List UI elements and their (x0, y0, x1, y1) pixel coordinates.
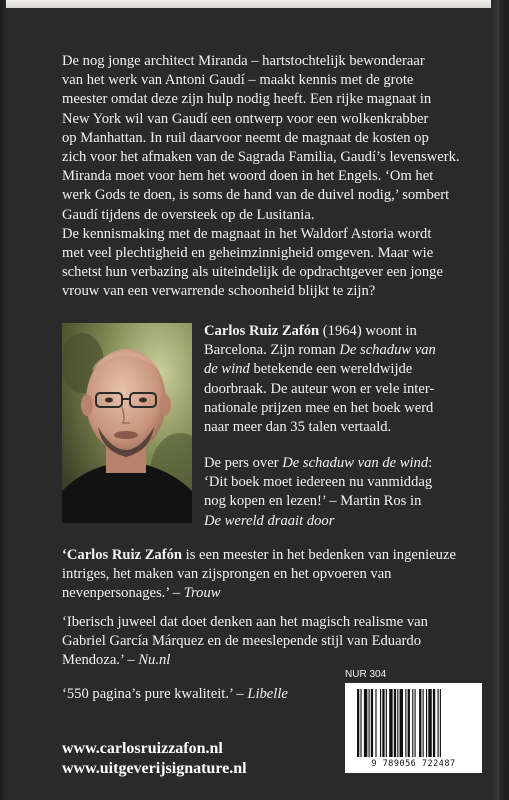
barcode-bar (364, 689, 367, 757)
press-intro: De pers over (204, 455, 283, 471)
barcode-bar (415, 689, 416, 757)
quote-text: intriges, het maken van zijsprongen en het opvoeren van (62, 566, 392, 583)
barcode-bar (408, 689, 410, 757)
blurb-line: met veel plechtigheid en geheimzinnigheid omgeven. Maar wie (62, 245, 434, 262)
spine-shadow (0, 0, 6, 800)
barcode-bar (369, 689, 370, 757)
barcode-bar (389, 689, 392, 757)
blurb-line: meester omdat deze zijn hulp nodig heeft. Een rijke magnaat in (62, 91, 432, 108)
blurb-line: Gaudí tijdens de oversteek op de Lusitania. (62, 206, 315, 223)
blurb-line: De kennismaking met de magnaat in het Waldorf Astoria wordt (62, 225, 432, 242)
bio-text: Barcelona. Zijn roman (204, 342, 340, 359)
blurb-line: van het werk van Antoni Gaudí – maakt kennis met de grote (62, 72, 414, 89)
barcode-bar (433, 689, 435, 757)
publisher-website-link[interactable]: www.uitgeverijsignature.nl (62, 760, 247, 777)
bio-text: doorbraak. De auteur won er vele inter- (204, 380, 435, 397)
barcode-bar (405, 689, 406, 757)
quote-text: nevenpersonages.’ – (62, 585, 184, 602)
isbn-barcode (345, 683, 482, 773)
barcode-bar (394, 689, 396, 757)
blurb-line: werk Gods te doen, is soms de hand van de duivel nodig,’ sombert (62, 187, 450, 204)
review-quote-nunl (62, 613, 482, 671)
barcode-bar (419, 689, 421, 757)
novel-title: De schaduw van (339, 342, 436, 359)
page-edge (0, 0, 509, 8)
blurb-line: op Manhattan. In ruil daarvoor neemt de magnaat de kosten op (62, 129, 429, 146)
barcode-bar (423, 689, 424, 757)
bio-text: naar meer dan 35 talen vertaald. (204, 419, 392, 436)
novel-title: de wind (204, 361, 250, 378)
blurb-text (62, 52, 482, 302)
review-quote-libelle (62, 685, 322, 704)
barcode-bar (426, 689, 427, 757)
isbn-digits: 9 789056 722487 (371, 759, 456, 769)
quote-text: Mendoza.’ – (62, 652, 139, 669)
nur-code: NUR 304 (345, 669, 387, 680)
quote-source: Trouw (183, 585, 221, 602)
bio-text: (1964) woont in (319, 323, 417, 339)
author-website-link[interactable]: www.carlosruizzafon.nl (62, 740, 223, 757)
barcode-bar (438, 689, 439, 757)
barcode-bar (360, 689, 361, 757)
barcode-bar (400, 689, 403, 757)
press-quote-text: ‘Dit boek moet iedereen nu vanmiddag (204, 474, 433, 491)
blurb-line: Miranda moet voor hem het woord doen in het Engels. ‘Om het (62, 168, 434, 185)
barcode-bar (380, 689, 381, 757)
quote-author: ‘Carlos Ruiz Zafón (62, 547, 182, 563)
barcode-bar (371, 689, 373, 757)
barcode-bar (386, 689, 387, 757)
barcode-bar (412, 689, 413, 757)
author-bio (204, 322, 482, 437)
quote-text: is een meester in het bedenken van ingenieuze (182, 547, 456, 563)
quote-text: ‘Iberisch juweel dat doet denken aan het magisch realisme van (62, 614, 428, 630)
quote-text: ‘550 pagina’s pure kwaliteit.’ – (62, 686, 248, 702)
barcode-bar (375, 689, 376, 757)
review-quote-trouw (62, 546, 482, 604)
bio-text: betekende een wereldwijde (249, 361, 413, 378)
author-photo (62, 323, 192, 523)
bio-text: nationale prijzen mee en het boek werd (204, 399, 434, 416)
quote-source: Libelle (247, 686, 288, 702)
author-name: Carlos Ruiz Zafón (204, 323, 320, 339)
novel-title: De schaduw van de wind (282, 455, 429, 471)
barcode-bar (440, 689, 441, 757)
press-quote-text: nog kopen en lezen!’ – Martin Ros in (204, 493, 422, 510)
barcode-bar (428, 689, 431, 757)
press-source: De wereld draait door (204, 512, 335, 529)
author-portrait-image (62, 323, 192, 523)
blurb-line: vrouw van een verwarrende schoonheid blijkt te zijn? (62, 283, 376, 300)
quote-text: Gabriel García Márquez en de meeslepende stijl van Eduardo (62, 633, 422, 650)
blurb-line: New York wil van Gaudí een ontwerp voor een wolkenkrabber (62, 110, 429, 127)
barcode-bar (382, 689, 384, 757)
barcode-bar (357, 689, 359, 757)
blurb-line: De nog jonge architect Miranda – hartstochtelijk bewonderaar (62, 53, 425, 69)
barcode-bar (397, 689, 398, 757)
blurb-line: schetst hun verbazing als uiteindelijk de opdrachtgever een jonge (62, 264, 443, 281)
quote-source: Nu.nl (138, 652, 171, 669)
press-quote (204, 454, 482, 531)
blurb-line: zich voor het afmaken van de Sagrada Familia, Gaudí’s levenswerk. (62, 149, 460, 166)
cover-hinge (491, 0, 509, 800)
press-colon: : (428, 455, 433, 471)
